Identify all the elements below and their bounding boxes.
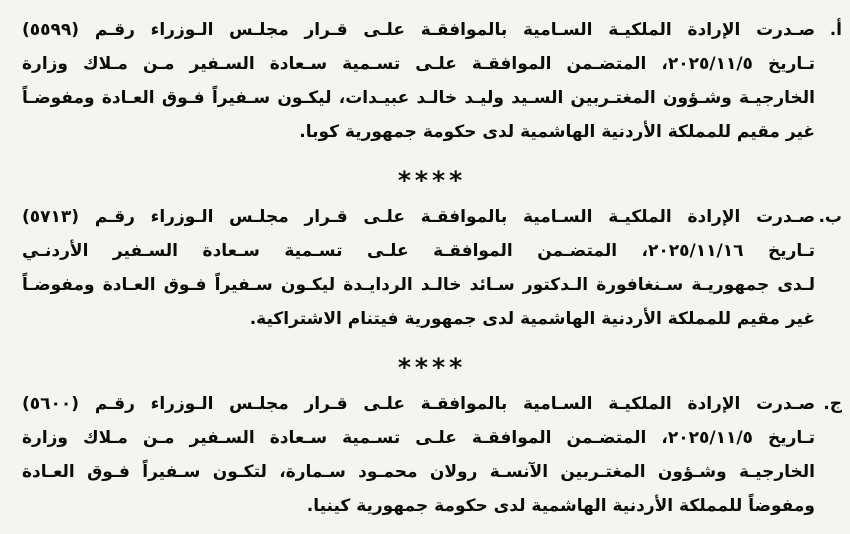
section-separator <box>22 344 842 382</box>
paragraph-marker: ب. <box>818 207 842 227</box>
decree-paragraph <box>22 200 842 336</box>
paragraph-line: تـاريخ ٢٠٢٥/١١/١٦، المتضـمن الموافقـة علـى تسـمية سـعادة السـفير الأردنـي <box>22 241 816 261</box>
paragraph-line: الخارجيـة وشـؤون المغتـربين الآنسـة رولان محمـود سـمارة، لتكـون سـفيراً فـوق العـادة <box>22 462 815 482</box>
paragraph-line: تـاريخ ٢٠٢٥/١١/٥، المتضـمن الموافقـة علـى تسـمية سـعادة السـفير مـن مـلاك وزارة <box>22 428 815 448</box>
asterisks-divider: **** <box>397 353 467 382</box>
royal-decrees-section <box>22 13 842 523</box>
paragraph-marker: ج. <box>823 394 842 414</box>
section-separator <box>22 157 842 195</box>
paragraph-line: صـدرت الإرادة الملكيـة السـامية بالموافقـة علـى قـرار مجلـس الـوزراء رقـم (٥٥٩٩) <box>22 20 815 40</box>
paragraph-text <box>22 387 815 523</box>
paragraph-text <box>22 13 815 149</box>
decree-paragraph <box>22 387 842 523</box>
paragraph-text <box>22 200 815 336</box>
paragraph-line: صـدرت الإرادة الملكيـة السـامية بالموافقـة علـى قـرار مجلـس الـوزراء رقـم (٥٧١٣) <box>22 207 815 227</box>
paragraph-line: ومفوضاً للمملكة الأردنية الهاشمية لدى حكومة جمهورية كينيا. <box>306 496 815 516</box>
asterisks-divider: **** <box>397 166 467 195</box>
paragraph-line: غير مقيم للمملكة الأردنية الهاشمية لدى حكومة جمهورية كوبا. <box>299 122 815 142</box>
paragraph-line: تـاريخ ٢٠٢٥/١١/٥، المتضـمن الموافقـة علـى تسـمية سـعادة السـفير مـن مـلاك وزارة <box>22 54 815 74</box>
paragraph-line: غير مقيم للمملكة الأردنية الهاشمية لدى جمهورية فيتنام الاشتراكية. <box>249 309 815 329</box>
paragraph-line: صـدرت الإرادة الملكيـة السـامية بالموافقـة علـى قـرار مجلـس الـوزراء رقـم (٥٦٠٠) <box>22 394 815 414</box>
decree-paragraph <box>22 13 842 149</box>
paragraph-line: لـدى جمهوريـة سـنغافورة الـدكتور سـائد خالـد الردايـدة ليكـون سـفيراً فـوق العـادة ومفوضـاً <box>22 275 815 295</box>
paragraph-marker: أ. <box>829 20 842 40</box>
paragraph-line: الخارجيـة وشـؤون المغتـربين السـيد وليـد خالـد عبيـدات، ليكـون سـفيراً فـوق العـادة ومفوضـاً <box>22 88 815 108</box>
